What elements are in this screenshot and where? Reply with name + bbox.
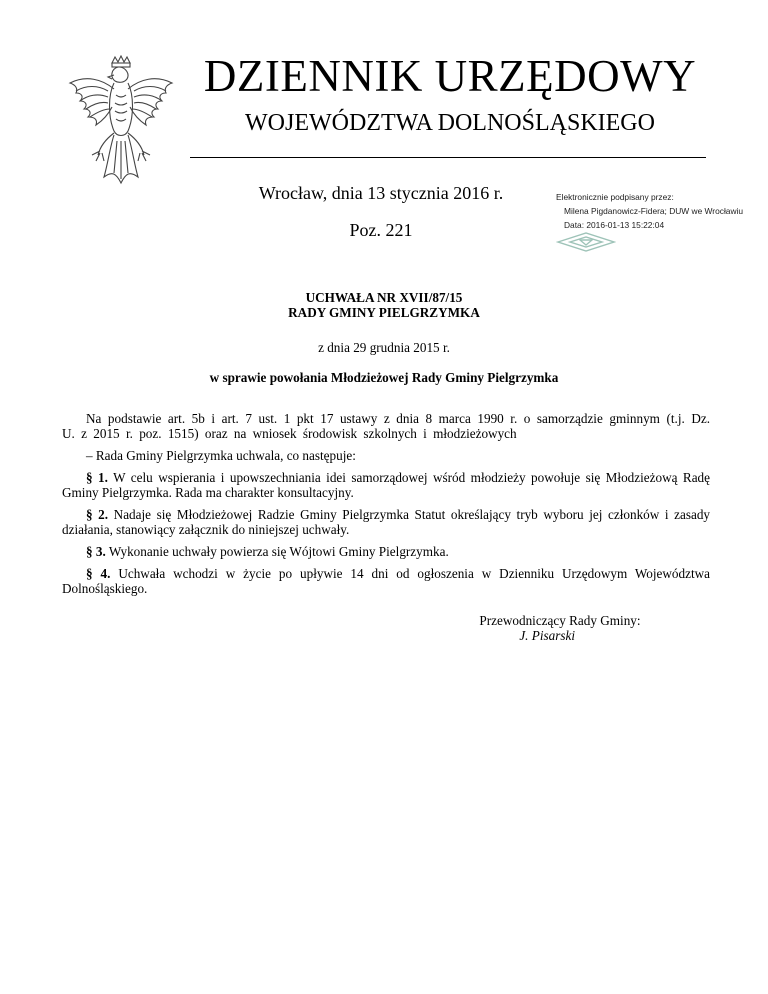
paragraph-text: Uchwała wchodzi w życie po upływie 14 dni od ogłoszenia w Dzienniku Urzędowym Województwa Dolnośląskiego. bbox=[62, 566, 710, 596]
signatory-name: J. Pisarski bbox=[519, 628, 575, 643]
resolution-number: UCHWAŁA NR XVII/87/15 bbox=[305, 290, 463, 305]
signature-stamp-icon bbox=[556, 232, 616, 252]
paragraph-1 bbox=[62, 470, 710, 500]
journal-title: DZIENNIK URZĘDOWY bbox=[203, 51, 697, 101]
signature-signer: Milena Pigdanowicz-Fidera; DUW we Wrocławiu bbox=[564, 206, 744, 216]
paragraph-mark: § 3. bbox=[86, 544, 106, 559]
paragraph-3 bbox=[62, 544, 710, 559]
paragraph-mark: § 4. bbox=[86, 566, 111, 581]
paragraph-4 bbox=[62, 566, 710, 596]
legal-basis: Na podstawie art. 5b i art. 7 ust. 1 pkt 17 ustawy z dnia 8 marca 1990 r. o samorządzie gminnym (t.j. Dz. U. z 2015 r. poz. 1515) oraz na wniosek środowisk szkolnych i młodzieżowych bbox=[62, 411, 710, 441]
signatory-block bbox=[440, 613, 680, 643]
publication-date: Wrocław, dnia 13 stycznia 2016 r. bbox=[258, 183, 504, 203]
signature-date: Data: 2016-01-13 15:22:04 bbox=[564, 220, 665, 230]
enactment-clause: – Rada Gminy Pielgrzymka uchwala, co następuje: bbox=[86, 448, 356, 463]
paragraph-text: Nadaje się Młodzieżowej Radzie Gminy Pielgrzymka Statut określający tryb wyboru jej członków i zasady działania, stanowiący załącznik do niniejszej uchwały. bbox=[62, 507, 711, 537]
resolution-title bbox=[0, 290, 768, 320]
paragraph-text: Wykonanie uchwały powierza się Wójtowi Gminy Pielgrzymka. bbox=[105, 544, 449, 559]
paragraph-text: W celu wspierania i upowszechniania idei samorządowej wśród młodzieży powołuje się Młodzieżową Radę Gminy Pielgrzymka. Rada ma charakter konsultacyjny. bbox=[62, 470, 710, 500]
journal-subtitle: WOJEWÓDZTWA DOLNOŚLĄSKIEGO bbox=[245, 110, 655, 136]
coat-of-arms-eagle-icon bbox=[62, 55, 180, 185]
electronic-signature bbox=[556, 190, 746, 232]
resolution-body bbox=[62, 411, 710, 603]
paragraph-mark: § 2. bbox=[86, 507, 109, 522]
paragraph-mark: § 1. bbox=[86, 470, 108, 485]
resolution-council: RADY GMINY PIELGRZYMKA bbox=[288, 305, 480, 320]
paragraph-2 bbox=[62, 507, 710, 537]
header-divider bbox=[190, 157, 706, 158]
resolution-date: z dnia 29 grudnia 2015 r. bbox=[318, 340, 450, 355]
resolution-subject: w sprawie powołania Młodzieżowej Rady Gminy Pielgrzymka bbox=[209, 370, 559, 385]
position-number: Poz. 221 bbox=[349, 220, 413, 240]
signature-label: Elektronicznie podpisany przez: bbox=[556, 192, 674, 202]
signatory-role: Przewodniczący Rady Gminy: bbox=[479, 613, 641, 628]
